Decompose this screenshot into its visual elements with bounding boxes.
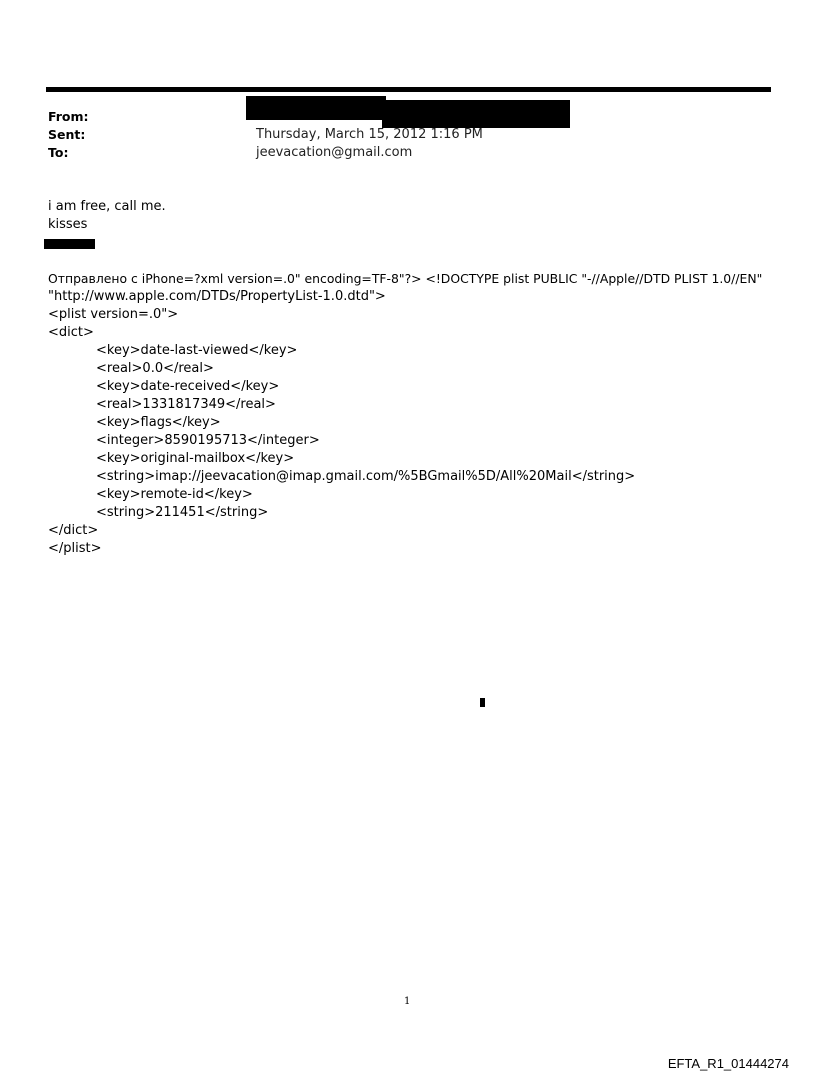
dict-close: </dict>	[48, 523, 99, 538]
from-label: From:	[48, 109, 89, 124]
dict-entry: <real>1331817349</real>	[96, 397, 276, 412]
dict-entry: <string>211451</string>	[96, 505, 269, 520]
dict-entry: <string>imap://jeevacation@imap.gmail.com/%5BGmail%5D/All%20Mail</string>	[96, 469, 636, 484]
signature-line: Отправлено с iPhone=?xml version=.0" encoding=TF-8"?> <!DOCTYPE plist PUBLIC "-//Apple//DTD PLIST 1.0//EN"	[48, 271, 763, 286]
dict-entry: <key>flags</key>	[96, 415, 221, 430]
sent-value: Thursday, March 15, 2012 1:16 PM	[256, 127, 483, 142]
message-line: kisses	[48, 217, 88, 232]
dict-entry: <integer>8590195713</integer>	[96, 433, 320, 448]
dict-entry: <key>remote-id</key>	[96, 487, 253, 502]
dict-entry: <real>0.0</real>	[96, 361, 214, 376]
dict-open: <dict>	[48, 325, 94, 340]
to-label: To:	[48, 145, 69, 160]
to-value: jeevacation@gmail.com	[256, 145, 413, 160]
bates-number: EFTA_R1_01444274	[667, 1056, 789, 1071]
plist-open: <plist version=.0">	[48, 307, 179, 322]
header-rule	[46, 87, 771, 92]
dict-entry: <key>date-received</key>	[96, 379, 280, 394]
page-number: 1	[404, 996, 411, 1007]
redaction-from-2	[382, 100, 570, 128]
dict-entry: <key>date-last-viewed</key>	[96, 343, 298, 358]
redaction-signature	[44, 239, 95, 249]
dtd-line: "http://www.apple.com/DTDs/PropertyList-1.0.dtd">	[48, 289, 386, 304]
message-line: i am free, call me.	[48, 199, 166, 214]
plist-close: </plist>	[48, 541, 102, 556]
redaction-from-1	[246, 96, 386, 120]
sent-label: Sent:	[48, 127, 86, 142]
scan-artifact	[480, 698, 485, 707]
dict-entry: <key>original-mailbox</key>	[96, 451, 295, 466]
